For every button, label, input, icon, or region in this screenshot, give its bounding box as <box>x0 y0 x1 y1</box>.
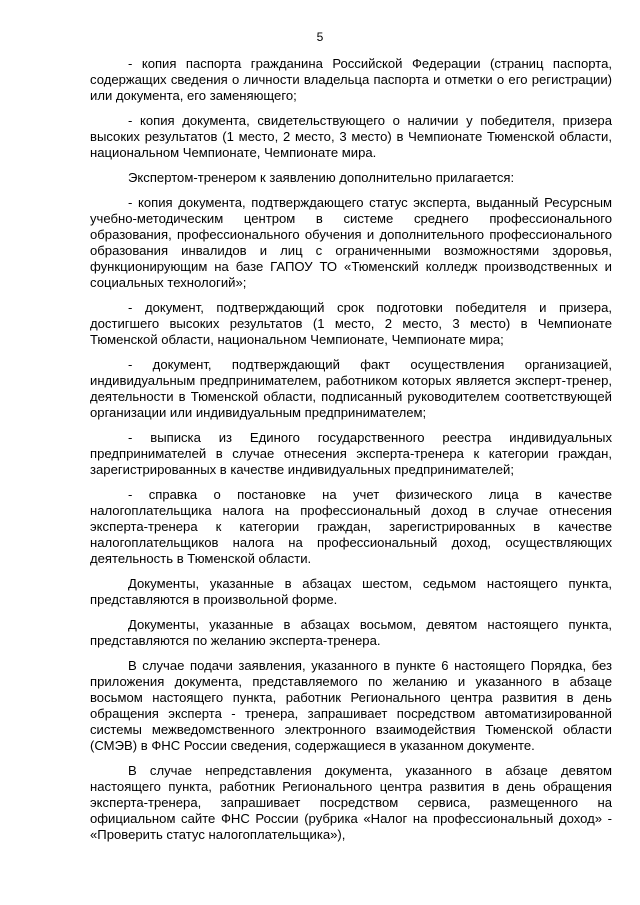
paragraph-activity-document: - документ, подтверждающий факт осуществления организацией, индивидуальным предпринимателем, работником которых является эксперт-тренер, деятельности в Тюменской области, подписанный руководителем соответствующей организации или индивидуальным предпринимателем; <box>90 357 612 420</box>
paragraph-fns-request: В случае непредставления документа, указанного в абзаце девятом настоящего пункта, работник Регионального центра развития в день обращения эксперта-тренера, запрашивает посредством сервиса, размещенного на официальном сайте ФНС России (рубрика «Налог на профессиональный доход» - «Проверить статус налогоплательщика»), <box>90 763 612 842</box>
paragraph-training-period-document: - документ, подтверждающий срок подготовки победителя и призера, достигшего высоких результатов (1 место, 2 место, 3 место) в Чемпионате Тюменской области, национальном Чемпионате, Чемпионате мира; <box>90 300 612 347</box>
paragraph-free-form: Документы, указанные в абзацах шестом, седьмом настоящего пункта, представляются в произвольной форме. <box>90 576 612 607</box>
paragraph-expert-trainer-intro: Экспертом-тренером к заявлению дополнительно прилагается: <box>128 170 515 185</box>
page-number: 5 <box>316 30 324 44</box>
paragraph-tax-certificate: - справка о постановке на учет физического лица в качестве налогоплательщика налога на профессиональный доход в случае отнесения эксперта-тренера к категории граждан, зарегистрированных в качестве налогоплательщиков налога на профессиональный доход, осуществляющих деятельность в Тюменской области. <box>90 487 612 566</box>
paragraph-expert-status-copy: - копия документа, подтверждающего статус эксперта, выданный Ресурсным учебно-методическим центром в системе среднего профессионального образования, профессионального обучения и дополнительного профессионального образования инвалидов и лиц с ограниченными возможностями здоровья, функционирующим на базе ГАПОУ ТО «Тюменский колледж производственных и социальных технологий»; <box>90 195 612 290</box>
paragraph-smev-request: В случае подачи заявления, указанного в пункте 6 настоящего Порядка, без приложения документа, представляемого по желанию и указанного в абзаце восьмом настоящего пункта, работник Регионального центра развития в день обращения эксперта - тренера, запрашивает посредством автоматизированной системы межведомственного электронного взаимодействия Тюменской области (СМЭВ) в ФНС России сведения, содержащиеся в указанном документе. <box>90 658 612 753</box>
paragraph-results-copy: - копия документа, свидетельствующего о наличии у победителя, призера высоких результатов (1 место, 2 место, 3 место) в Чемпионате Тюменской области, национальном Чемпионате, Чемпионате мира. <box>90 113 612 160</box>
paragraph-registry-extract: - выписка из Единого государственного реестра индивидуальных предпринимателей в случае отнесения эксперта-тренера к категории граждан, зарегистрированных в качестве индивидуальных предпринимателей; <box>90 430 612 477</box>
paragraph-optional-documents: Документы, указанные в абзацах восьмом, девятом настоящего пункта, представляются по желанию эксперта-тренера. <box>90 617 612 648</box>
paragraph-passport-copy: - копия паспорта гражданина Российской Федерации (страниц паспорта, содержащих сведения о личности владельца паспорта и отметки о его регистрации) или документа, его заменяющего; <box>90 56 612 103</box>
